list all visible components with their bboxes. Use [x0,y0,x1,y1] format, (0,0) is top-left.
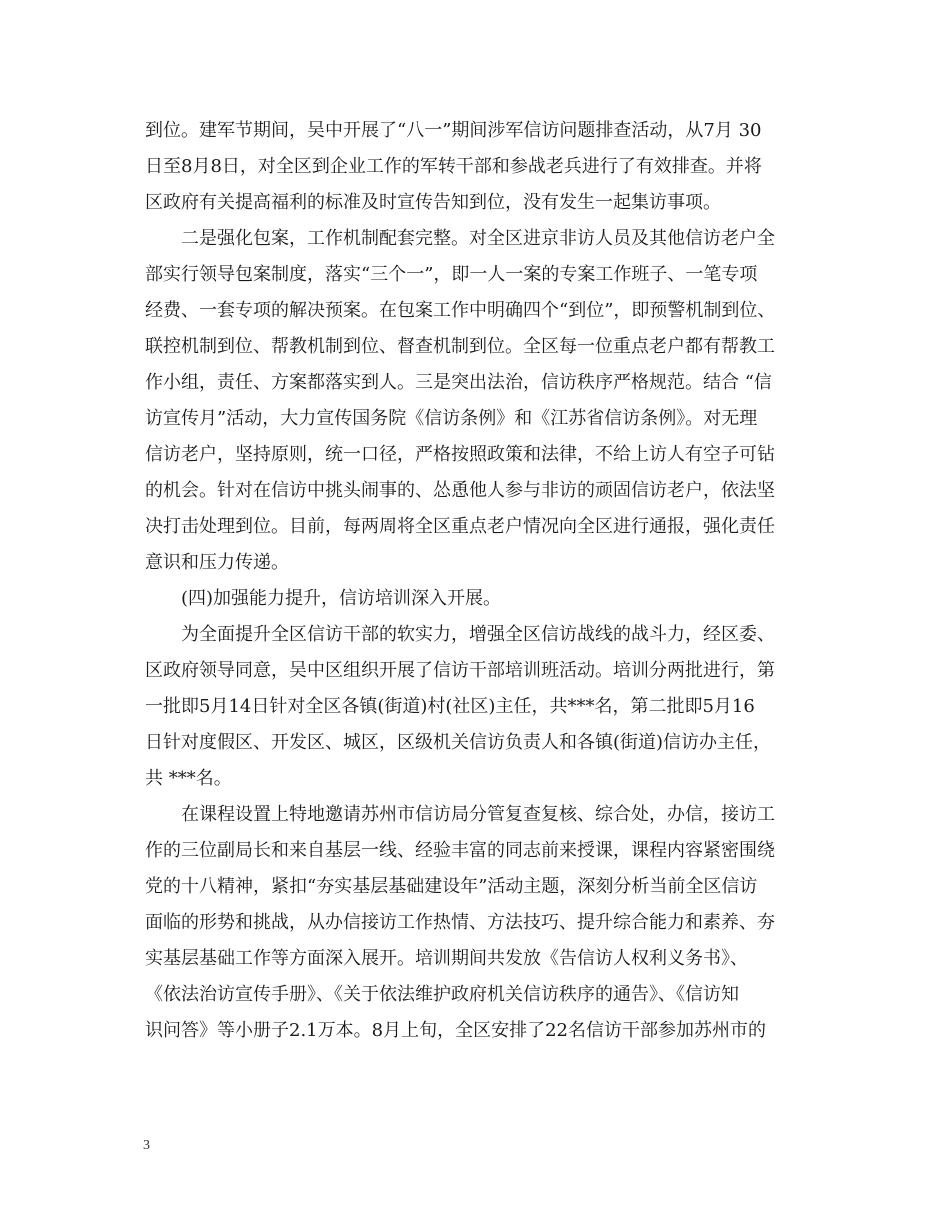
paragraph [145,113,805,221]
paragraph [145,581,805,617]
text-line: 面临的形势和挑战，从办信接访工作热情、方法技巧、提升综合能力和素养、夯 [145,912,775,933]
text-line: 一批即5月14日针对全区各镇(街道)村(社区)主任，共***名，第二批即5月16 [145,696,755,717]
text-line: 日至8月8日，对全区到企业工作的军转干部和参战老兵进行了有效排查。并将 [145,156,762,177]
text-line: 的机会。针对在信访中挑头闹事的、怂恿他人参与非访的顽固信访老户，依法坚 [145,480,775,501]
text-line: 区政府领导同意，吴中区组织开展了信访干部培训班活动。培训分两批进行，第 [145,660,775,681]
document-body [145,113,805,1049]
text-line: 到位。建军节期间，吴中开展了“八一”期间涉军信访问题排查活动，从7月 30 [145,120,762,141]
paragraph [145,617,805,797]
text-line: 联控机制到位、帮教机制到位、督查机制到位。全区每一位重点老户都有帮教工 [145,336,775,357]
text-line: 意识和压力传递。 [145,552,289,573]
text-line: 二是强化包案，工作机制配套完整。对全区进京非访人员及其他信访老户全 [181,228,775,249]
text-line: (四)加强能力提升，信访培训深入开展。 [181,588,502,609]
page-number: 3 [143,1138,150,1153]
text-line: 作的三位副局长和来自基层一线、经验丰富的同志前来授课，课程内容紧密围绕 [145,840,775,861]
text-line: 日针对度假区、开发区、城区，区级机关信访负责人和各镇(街道)信访办主任， [145,732,772,753]
paragraph [145,797,805,1049]
text-line: 决打击处理到位。目前，每两周将全区重点老户情况向全区进行通报，强化责任 [145,516,775,537]
paragraph [145,221,805,581]
text-line: 共 ***名。 [145,768,232,789]
text-line: 为全面提升全区信访干部的软实力，增强全区信访战线的战斗力，经区委、 [181,624,775,645]
text-line: 区政府有关提高福利的标准及时宣传告知到位，没有发生一起集访事项。 [145,192,721,213]
text-line: 作小组，责任、方案都落实到人。三是突出法治，信访秩序严格规范。结合 “信 [145,372,772,393]
text-line: 《依法治访宣传手册》、《关于依法维护政府机关信访秩序的通告》、《信访知 [145,984,739,1005]
text-line: 信访老户，坚持原则，统一口径，严格按照政策和法律，不给上访人有空子可钻 [145,444,775,465]
text-line: 实基层基础工作等方面深入展开。培训期间共发放《告信访人权利义务书》、 [145,948,748,969]
text-line: 识问答》等小册子2.1万本。8月上旬，全区安排了22名信访干部参加苏州市的 [145,1020,766,1041]
text-line: 经费、一套专项的解决预案。在包案工作中明确四个“到位”，即预警机制到位、 [145,300,776,321]
text-line: 党的十八精神，紧扣“夯实基层基础建设年”活动主题，深刻分析当前全区信访 [145,876,758,897]
text-line: 在课程设置上特地邀请苏州市信访局分管复查复核、综合处，办信，接访工 [181,804,775,825]
text-line: 访宣传月”活动，大力宣传国务院《信访条例》和《江苏省信访条例》。对无理 [145,408,758,429]
text-line: 部实行领导包案制度，落实“三个一”，即一人一案的专案工作班子、一笔专项 [145,264,758,285]
